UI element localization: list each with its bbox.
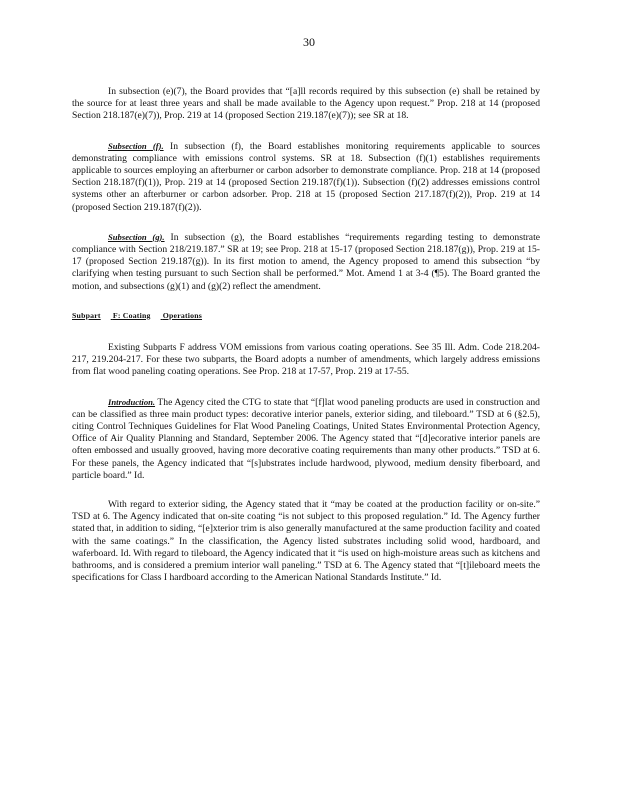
section-heading-subpart-f xyxy=(72,310,540,322)
paragraph-exterior-siding xyxy=(72,499,540,584)
paragraph-text: In subsection (g), the Board establishes “requirements regarding testing to demonstrate compliance with Section 218/219.187.” SR at 19; see Prop. 218 at 15-17 (proposed Section 218.187(g)), Prop. 219 at 15-17 (proposed Section 219.187(g)). In its first motion to amend, the Agency proposed to amend this subsection “by clarifying when testing pursuant to such Section shall be performed.” Mot. Amend 1 at 3-4 (¶5). The Board granted the motion, and subsections (g)(1) and (g)(2) reflect the amendment. xyxy=(72,231,540,292)
paragraph-text: Existing Subparts F address VOM emissions from various coating operations. See 35 Ill. Adm. Code 218.204-217, 219.204-217. For these two subparts, the Board adopts a number of amendments, which largely address emissions from flat wood paneling coating operations. See Prop. 218 at 17-57, Prop. 219 at 17-55. xyxy=(72,342,540,378)
paragraph-text: In subsection (e)(7), the Board provides that “[a]ll records required by this subsection (e) shall be retained by the source for at least three years and shall be made available to the Agency upon request.” Prop. 218 at 14 (proposed Section 218.187(e)(7)), Prop. 219 at 14 (proposed Section 219.187(e)(7)); see SR at 18. xyxy=(72,86,540,122)
paragraph-subpart-f-overview xyxy=(72,342,540,379)
paragraph-text: The Agency cited the CTG to state that “[f]lat wood paneling products are used in construction and can be classified as three main product types: decorative interior panels, exterior siding, and tileboard.” TSD at 6 (§2.5), citing Control Techniques Guidelines for Flat Wood Paneling Coatings, United States Environmental Protection Agency, Office of Air Quality Planning and Standard, September 2006. The Agency stated that “[d]ecorative interior panels are often embossed and usually grooved, having more decorative coating requirements than many other products.” TSD at 6. For these panels, the Agency indicated that “[s]ubstrates include hardwood, plywood, medium density fiberboard, and particle board.” Id. xyxy=(72,396,540,481)
section-heading-part: F: Coating xyxy=(112,310,151,320)
page-number: 30 xyxy=(303,35,315,49)
paragraph-text: With regard to exterior siding, the Agency stated that it “may be coated at the production facility or on-site.” TSD at 6. The Agency indicated that on-site coating “is not subject to this proposed regulation.” Id. The Agency further stated that, in addition to siding, “[e]xterior trim is also generally manufactured at the same production facility and coated with the same coatings.” In the classification, the Agency listed substrates including solid wood, hardboard, and waferboard. Id. With regard to tileboard, the Agency indicated that it “is used on high-moisture areas such as kitchens and bathrooms, and is considered a premium interior wall paneling.” TSD at 6. The Agency stated that “[t]ileboard meets the specifications for Class I hardboard according to the American National Standards Institute.” Id. xyxy=(72,499,540,584)
introduction-heading: Introduction. xyxy=(108,396,156,407)
section-heading-part: Subpart xyxy=(72,310,101,320)
section-heading-part: Operations xyxy=(162,310,203,320)
paragraph-text: In subsection (f), the Board establishes monitoring requirements applicable to sources demonstrating compliance with emissions control systems. SR at 18. Subsection (f)(1) establishes requirements applicable to sources employing an afterburner or carbon adsorber to demonstrate compliance. Prop. 218 at 14 (proposed Section 218.187(f)(1)), Prop. 219 at 14 (proposed Section 219.187(f)(1)). Subsection (f)(2) addresses emissions control systems other an afterburner or carbon adsorber. Prop. 218 at 15 (proposed Section 217.187(f)(2)), Prop. 219 at 14 (proposed Section 219.187(f)(2)). xyxy=(72,140,540,213)
paragraph-introduction xyxy=(72,396,540,482)
subsection-f-heading: Subsection (f). xyxy=(108,140,164,151)
paragraph-subsection-g xyxy=(72,231,540,293)
subsection-g-heading: Subsection (g). xyxy=(108,231,165,242)
document-body xyxy=(72,86,540,602)
paragraph-subsection-e7 xyxy=(72,86,540,123)
paragraph-subsection-f xyxy=(72,140,540,214)
